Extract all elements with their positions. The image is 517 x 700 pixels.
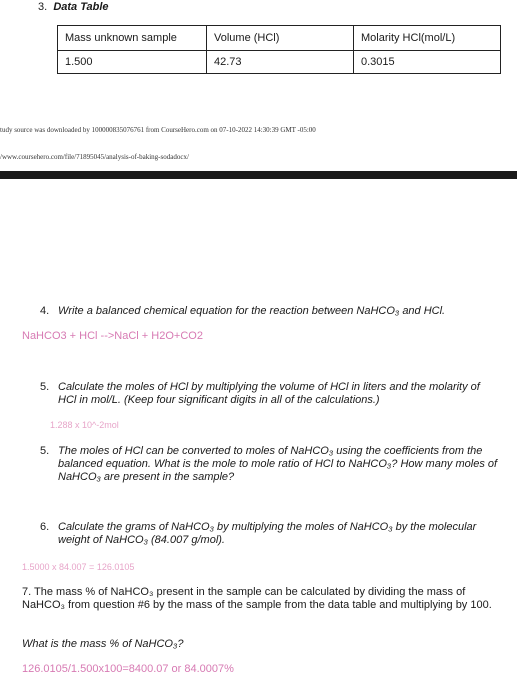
table-cell: 1.500 <box>58 51 207 74</box>
table-header-row <box>58 26 501 51</box>
question-number: 6. <box>40 521 50 533</box>
table-row <box>58 51 501 74</box>
answer-7: 126.0105/1.500x100=8400.07 or 84.0007% <box>22 663 234 675</box>
question-6 <box>40 521 500 547</box>
question-5a <box>40 381 500 407</box>
question-text: Write a balanced chemical equation for the reaction between NaHCO₃ and HCl. <box>58 305 446 317</box>
answer-6: 1.5000 x 84.007 = 126.0105 <box>22 562 135 572</box>
download-notice: tudy source was downloaded by 100000835076761 from CourseHero.com on 07-10-2022 14:30:39 GMT -05:00 <box>0 126 316 134</box>
table-cell: 0.3015 <box>354 51 501 74</box>
question-4 <box>40 305 500 318</box>
section-title-text: Data Table <box>53 1 109 13</box>
table-header-cell: Molarity HCl(mol/L) <box>354 26 501 51</box>
source-url[interactable]: /www.coursehero.com/file/71895045/analysis-of-baking-sodadocx/ <box>0 153 189 161</box>
question-7: 7. The mass % of NaHCO₃ present in the sample can be calculated by dividing the mass of NaHCO₃ from question #6 by the mass of the sample from the data table and multiplying by 100. <box>22 586 492 611</box>
question-text: Calculate the grams of NaHCO₃ by multiplying the moles of NaHCO₃ by the molecular weight of NaHCO₃ (84.007 g/mol). <box>58 521 477 546</box>
section-title <box>38 1 109 13</box>
table-cell: 42.73 <box>207 51 354 74</box>
question-number: 4. <box>40 305 50 317</box>
question-text: The moles of HCl can be converted to moles of NaHCO₃ using the coefficients from the balanced equation. What is the mole to mole ratio of HCl to NaHCO₃? How many moles of NaHCO₃ are present in the sample? <box>58 445 498 483</box>
question-number: 5. <box>40 381 50 393</box>
table-header-cell: Mass unknown sample <box>58 26 207 51</box>
section-number: 3. <box>38 1 48 13</box>
question-text: Calculate the moles of HCl by multiplying the volume of HCl in liters and the molarity of HCl in mol/L. (Keep four significant digits in all of the calculations.) <box>58 381 480 406</box>
answer-5a: 1.288 x 10^-2mol <box>50 420 119 430</box>
question-5b <box>40 445 500 484</box>
data-table <box>57 25 501 74</box>
question-number: 5. <box>40 445 50 457</box>
question-7-prompt: What is the mass % of NaHCO₃? <box>22 638 184 650</box>
page-divider-bar <box>0 171 517 179</box>
table-header-cell: Volume (HCl) <box>207 26 354 51</box>
answer-4: NaHCO3 + HCl -->NaCl + H2O+CO2 <box>22 330 203 342</box>
